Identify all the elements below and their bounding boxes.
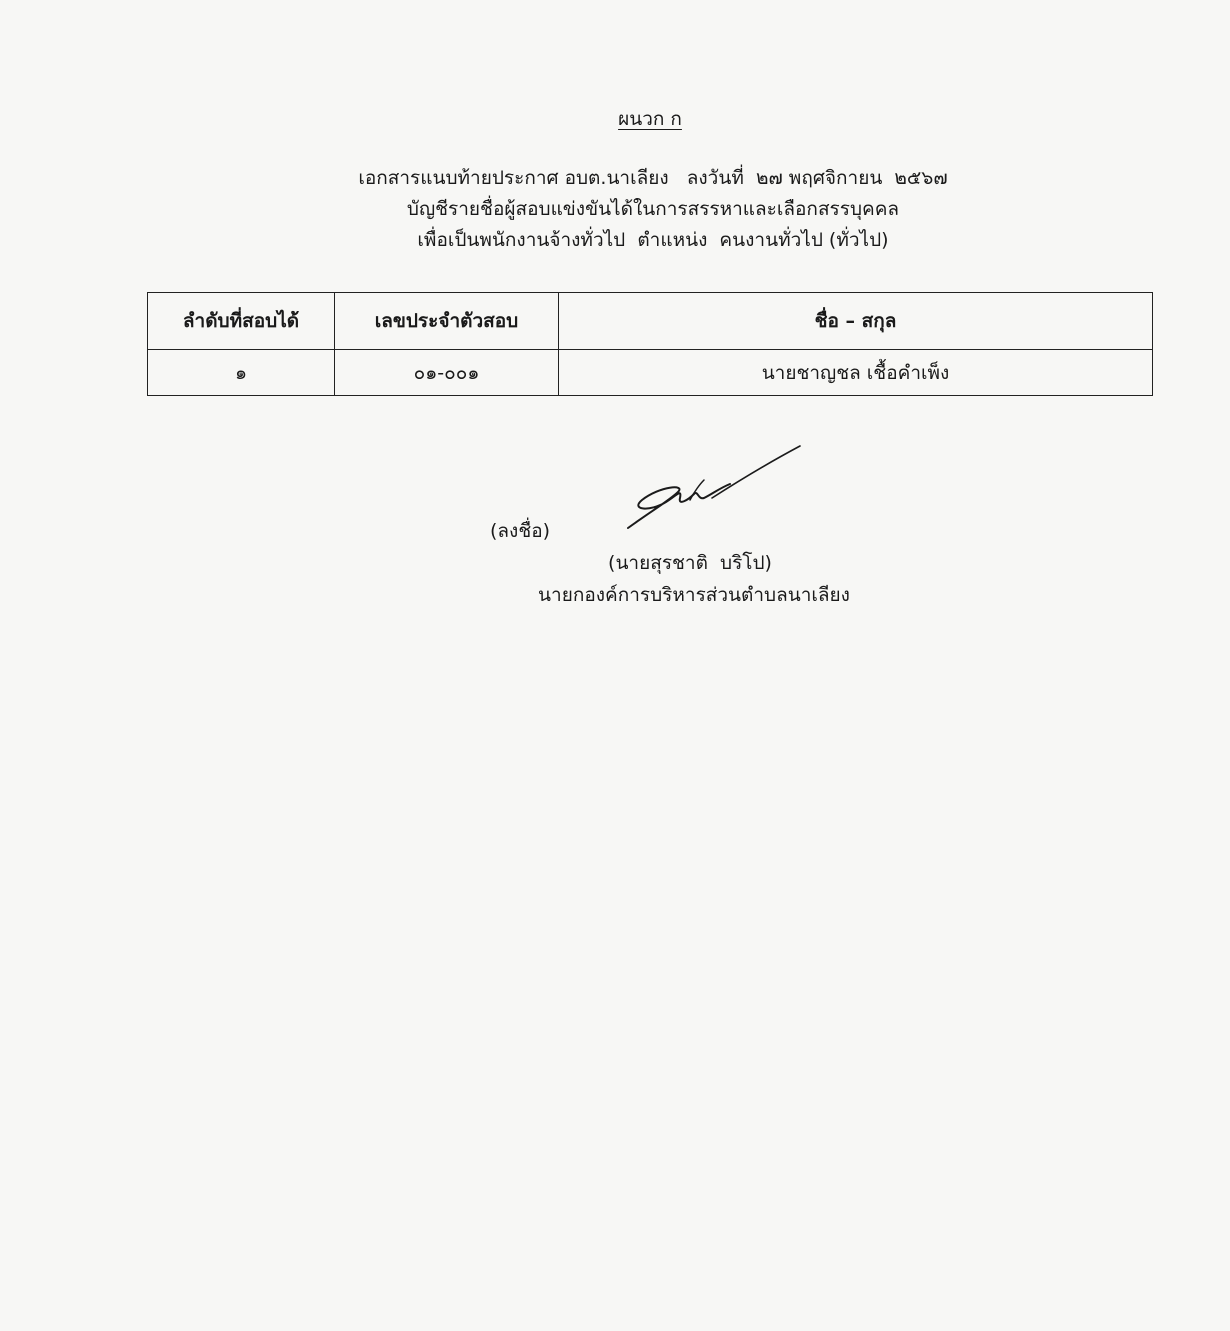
column-header-name: ชื่อ – สกุล <box>559 293 1153 350</box>
table-header-row <box>148 293 1153 350</box>
column-header-rank: ลำดับที่สอบได้ <box>148 293 335 350</box>
cell-exam-id: ๐๑-๐๐๑ <box>335 350 559 396</box>
cell-name: นายชาญชล เชื้อคำเพ็ง <box>559 350 1153 396</box>
header-line-3: เพื่อเป็นพนักงานจ้างทั่วไป ตำแหน่ง คนงานทั่วไป (ทั่วไป) <box>417 229 889 251</box>
handwritten-signature-icon <box>620 440 810 535</box>
header-line-2: บัญชีรายชื่อผู้สอบแข่งขันได้ในการสรรหาและเลือกสรรบุคคล <box>406 198 900 220</box>
announcement-header <box>0 163 1230 256</box>
cell-rank: ๑ <box>148 350 335 396</box>
results-table <box>147 292 1153 396</box>
sign-label: (ลงชื่อ) <box>490 520 551 542</box>
table-row <box>148 350 1153 396</box>
column-header-exam-id: เลขประจำตัวสอบ <box>335 293 559 350</box>
signer-position: นายกองค์การบริหารส่วนตำบลนาเลียง <box>538 584 850 606</box>
appendix-title: ผนวก ก <box>618 108 682 130</box>
signer-name: (นายสุรชาติ บริโป) <box>608 552 772 574</box>
signature-block <box>0 440 1230 620</box>
header-line-1: เอกสารแนบท้ายประกาศ อบต.นาเลียง ลงวันที่ ๒๗ พฤศจิกายน ๒๕๖๗ <box>358 167 948 189</box>
